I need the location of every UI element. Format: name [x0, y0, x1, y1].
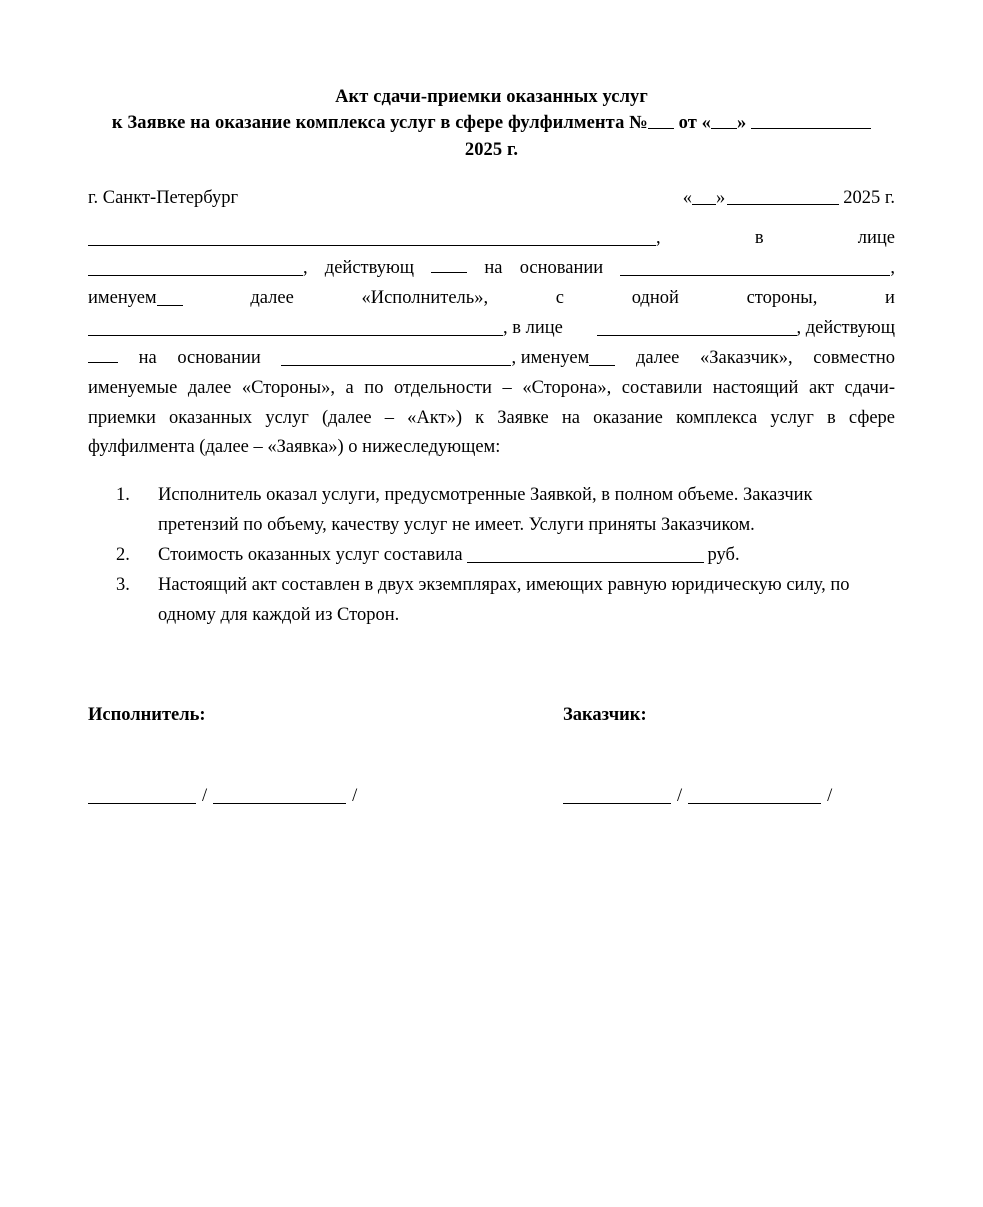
signature-column-executor — [88, 705, 357, 807]
customer-signature-blank[interactable] — [563, 803, 671, 804]
clause-item-2 — [116, 541, 895, 571]
title-subject: к Заявке на оказание комплекса услуг в сфере фулфилмента № — [111, 113, 648, 134]
signature-block — [88, 705, 895, 825]
preamble-block — [88, 224, 895, 464]
clause-item-1 — [116, 481, 895, 541]
preamble-comma-1: , — [656, 227, 661, 248]
preamble-na-1: на — [484, 257, 503, 278]
customer-heading: Заказчик: — [563, 705, 647, 726]
signature-column-customer — [563, 705, 832, 807]
executor-acting-ending-blank[interactable] — [431, 272, 467, 273]
preamble-osnovanii-1: основании — [519, 257, 604, 278]
preamble-na-2: на — [138, 347, 157, 368]
contract-month-blank[interactable] — [751, 128, 871, 129]
clause-text-1: Исполнитель оказал услуги, предусмотренные Заявкой, в полном объеме. Заказчик претензий по объему, качеству услуг не имеет. Услуги приняты Заказчиком. — [158, 485, 813, 536]
title-quote-close: » — [736, 113, 747, 134]
title-line-2 — [88, 110, 895, 136]
customer-separator: / — [677, 786, 683, 807]
executor-signature-lines — [88, 786, 357, 807]
date-quote-close: » — [715, 187, 726, 208]
preamble-word-litse: лице — [857, 227, 895, 248]
document-content — [88, 84, 895, 825]
clause-text-2-before: Стоимость оказанных услуг составила — [158, 545, 463, 566]
customer-acting-ending-blank[interactable] — [88, 362, 118, 363]
customer-separator-end: / — [827, 786, 833, 807]
clause-text-2-after: руб. — [707, 545, 740, 566]
clause-list — [88, 481, 895, 631]
city-date-row — [88, 186, 895, 212]
preamble-line-1 — [88, 224, 895, 254]
customer-fullname-blank[interactable] — [688, 803, 821, 804]
customer-representative-blank[interactable] — [597, 335, 797, 336]
clause-number-1: 1. — [116, 485, 130, 506]
title-ot: от « — [678, 113, 711, 134]
executor-fullname-blank[interactable] — [213, 803, 346, 804]
preamble-odnoy: одной — [631, 287, 679, 308]
clause-number-3: 3. — [116, 575, 130, 596]
executor-name-blank[interactable] — [88, 245, 656, 246]
preamble-imenuem-2: , именуем — [511, 347, 590, 368]
executor-separator-end: / — [352, 786, 358, 807]
contract-number-blank[interactable] — [648, 128, 674, 129]
preamble-line-2 — [88, 254, 895, 284]
preamble-imenuem-1: именуем — [88, 287, 157, 308]
preamble-acting-1: действующ — [324, 257, 415, 278]
preamble-comma-3: , — [890, 257, 895, 278]
executor-representative-blank[interactable] — [88, 275, 303, 276]
clause-item-3 — [116, 571, 895, 631]
preamble-line-4 — [88, 314, 895, 344]
preamble-dalee-1: далее — [250, 287, 294, 308]
city-label: г. Санкт-Петербург — [88, 187, 239, 208]
preamble-vlitse-2: , в лице — [503, 317, 563, 338]
executor-signature-blank[interactable] — [88, 803, 196, 804]
amount-blank[interactable] — [467, 562, 704, 563]
preamble-i: и — [885, 287, 895, 308]
preamble-acting-2: , действующ — [796, 317, 895, 338]
preamble-comma-2: , — [303, 257, 308, 278]
preamble-line-5 — [88, 344, 895, 374]
preamble-flow-text: именуемые далее «Стороны», а по отдельности – «Сторона», составили настоящий акт сдачи-приемки оказанных услуг (далее – «Акт») к Заявке на оказание комплекса услуг в сфере фулфилмента (далее – «Заявка») о нижеследующем: — [88, 377, 895, 458]
preamble-line-3 — [88, 284, 895, 314]
date-quote-open: « — [682, 187, 692, 208]
title-line-1: Акт сдачи-приемки оказанных услуг — [335, 87, 648, 107]
preamble-ispolnitel: «Исполнитель», — [361, 287, 489, 308]
preamble-storony: стороны, — [746, 287, 818, 308]
executor-basis-blank[interactable] — [620, 275, 890, 276]
customer-basis-blank[interactable] — [281, 365, 511, 366]
preamble-sovmestno: совместно — [813, 347, 895, 368]
executor-naming-ending-blank[interactable] — [157, 305, 183, 306]
preamble-osnovanii-2: основании — [177, 347, 261, 368]
customer-naming-ending-blank[interactable] — [589, 365, 615, 366]
clause-number-2: 2. — [116, 545, 130, 566]
preamble-dalee-2: далее — [635, 347, 680, 368]
date-month-blank[interactable] — [727, 204, 839, 205]
date-day-blank[interactable] — [692, 204, 716, 205]
preamble-zakazchik: «Заказчик», — [700, 347, 793, 368]
page-title — [88, 84, 895, 163]
title-line-3: 2025 г. — [464, 139, 519, 160]
contract-day-blank[interactable] — [711, 128, 737, 129]
date-year: 2025 г. — [843, 187, 895, 208]
preamble-s: с — [555, 287, 564, 308]
customer-name-blank[interactable] — [88, 335, 503, 336]
date-field — [683, 186, 895, 212]
executor-separator: / — [202, 786, 208, 807]
clause-text-3: Настоящий акт составлен в двух экземплярах, имеющих равную юридическую силу, по одному для каждой из Сторон. — [158, 575, 850, 626]
preamble-word-v: в — [754, 227, 764, 248]
executor-heading: Исполнитель: — [88, 705, 206, 726]
customer-signature-lines — [563, 786, 832, 807]
